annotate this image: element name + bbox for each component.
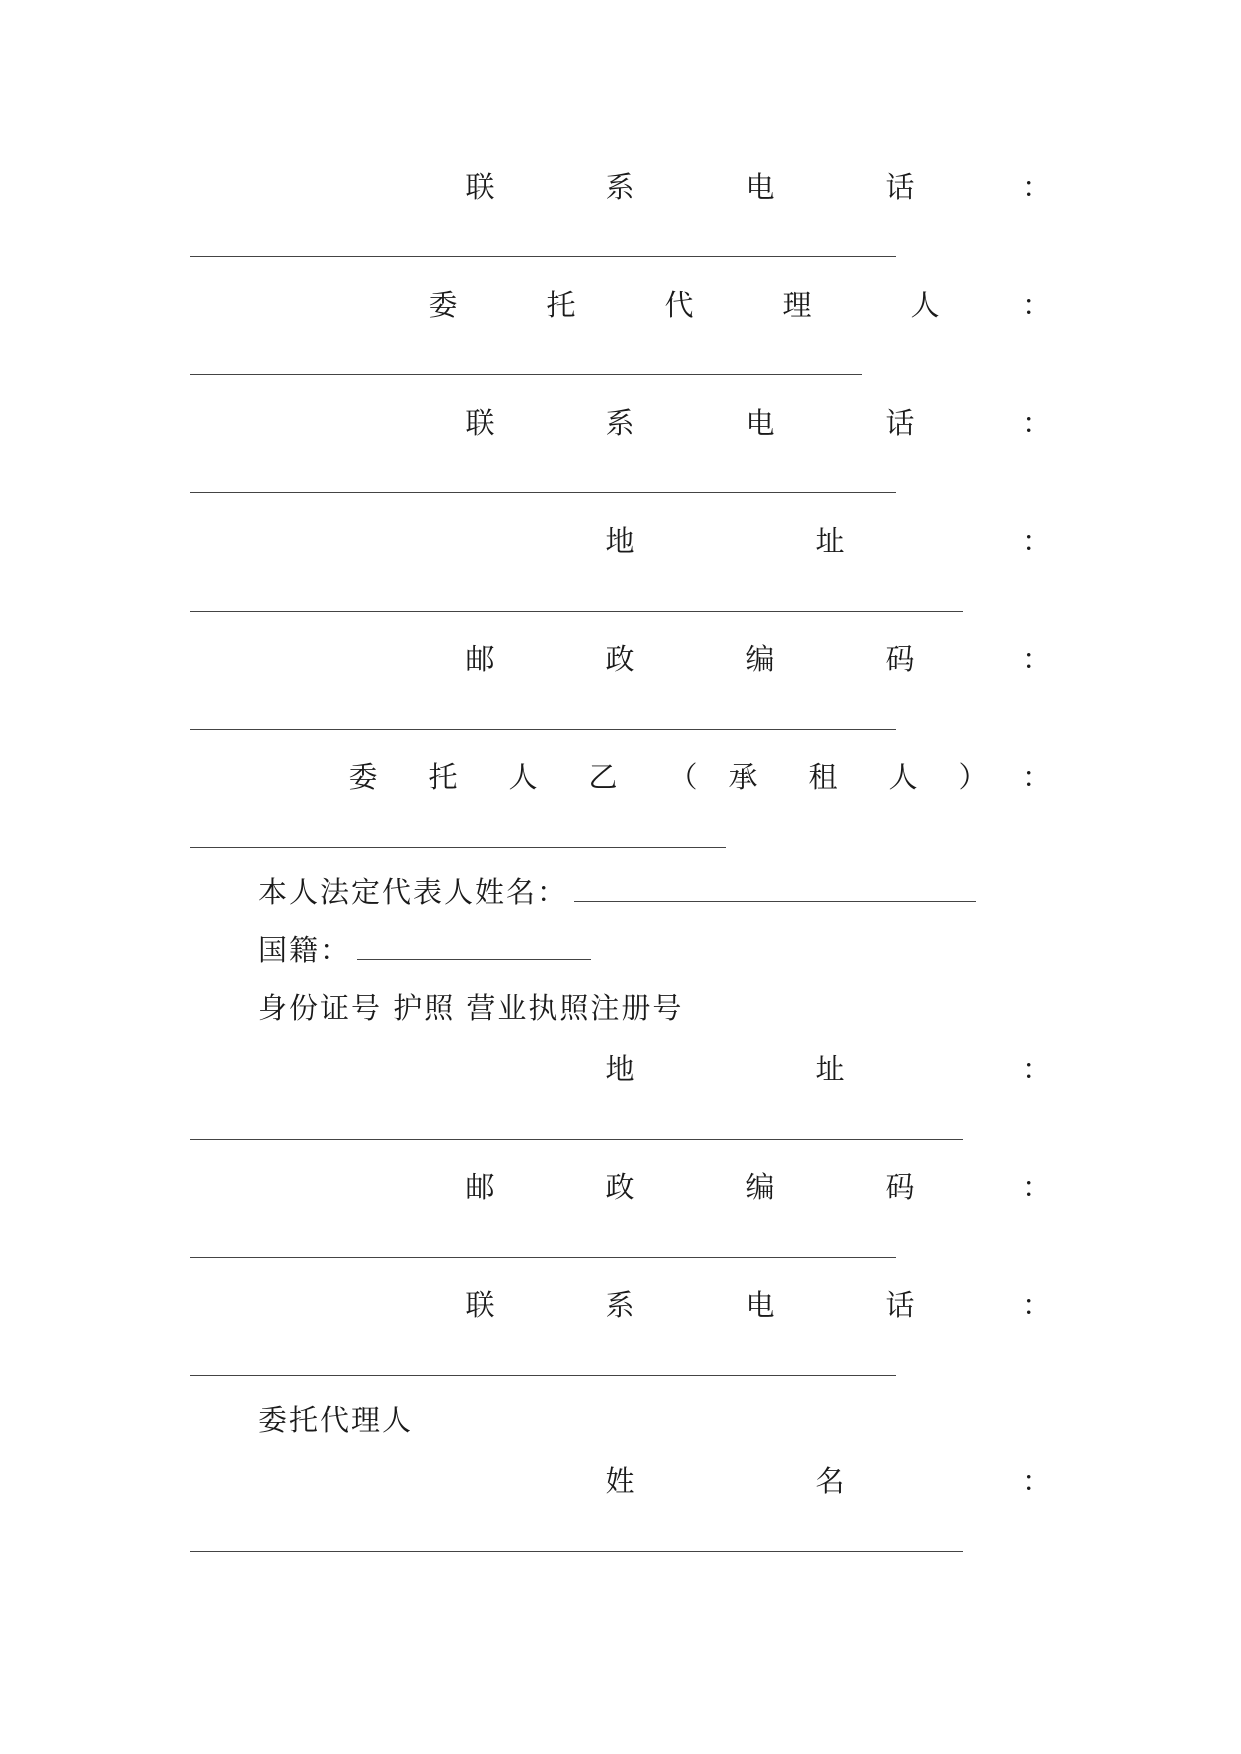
nationality-label: 国籍： <box>258 933 352 967</box>
label-char: 编 <box>745 1170 775 1204</box>
label-char: 联 <box>465 170 495 204</box>
label-char: 政 <box>605 1170 635 1204</box>
legal-rep-blank <box>574 873 976 902</box>
label-char: 人 <box>888 760 918 794</box>
label-char: 地 <box>605 524 635 558</box>
label-char: 联 <box>465 1288 495 1322</box>
label-char: 委 <box>348 760 378 794</box>
label-char: 码 <box>885 642 915 676</box>
field-phone-row <box>190 167 1052 207</box>
field-phone-row <box>190 403 1052 443</box>
field-postcode-row <box>190 1167 1052 1207</box>
label-char: （ <box>668 760 698 794</box>
label-char: 电 <box>745 406 775 440</box>
label-char: 联 <box>465 406 495 440</box>
label-char: 址 <box>815 524 845 558</box>
label-char: 租 <box>808 760 838 794</box>
colon: ： <box>1022 642 1052 676</box>
legal-rep-label: 本人法定代表人姓名： <box>258 875 569 909</box>
colon: ： <box>1022 406 1052 440</box>
label-char: 电 <box>745 1288 775 1322</box>
label-char: 托 <box>428 760 458 794</box>
field-name-row <box>190 1461 1052 1501</box>
blank-line-agent <box>190 374 862 375</box>
colon: ： <box>1022 288 1052 322</box>
blank-line-phone <box>190 256 896 257</box>
blank-line-postcode <box>190 729 896 730</box>
label-char: 系 <box>605 170 635 204</box>
label-char: ） <box>958 760 988 794</box>
label-char: 话 <box>885 1288 915 1322</box>
label-char: 姓 <box>605 1464 635 1498</box>
label-char: 邮 <box>465 642 495 676</box>
field-party-b-row <box>190 757 1052 797</box>
field-phone-row <box>190 1285 1052 1325</box>
field-address-row <box>190 521 1052 561</box>
label-char: 地 <box>605 1052 635 1086</box>
label-char: 码 <box>885 1170 915 1204</box>
colon: ： <box>1022 1288 1052 1322</box>
nationality-blank <box>357 931 591 960</box>
nationality-line <box>258 930 591 970</box>
label-char: 理 <box>782 288 812 322</box>
label-char: 邮 <box>465 1170 495 1204</box>
label-char: 系 <box>605 1288 635 1322</box>
id-document-line: 身份证号 护照 营业执照注册号 <box>258 991 684 1025</box>
label-char: 人 <box>508 760 538 794</box>
label-char: 址 <box>815 1052 845 1086</box>
label-char: 电 <box>745 170 775 204</box>
field-postcode-row <box>190 639 1052 679</box>
label-char: 话 <box>885 170 915 204</box>
label-char: 系 <box>605 406 635 440</box>
legal-rep-line <box>258 872 976 912</box>
colon: ： <box>1022 1464 1052 1498</box>
label-char: 政 <box>605 642 635 676</box>
label-char: 名 <box>815 1464 845 1498</box>
colon: ： <box>1022 760 1052 794</box>
label-char: 委 <box>428 288 458 322</box>
field-address-row <box>190 1049 1052 1089</box>
blank-line-name <box>190 1551 963 1552</box>
agent-heading: 委托代理人 <box>258 1403 414 1437</box>
label-char: 人 <box>910 288 940 322</box>
blank-line-phone <box>190 1375 896 1376</box>
colon: ： <box>1022 170 1052 204</box>
label-char: 承 <box>728 760 758 794</box>
blank-line-address <box>190 611 963 612</box>
colon: ： <box>1022 524 1052 558</box>
label-char: 话 <box>885 406 915 440</box>
label-char: 编 <box>745 642 775 676</box>
label-char: 托 <box>546 288 576 322</box>
blank-line-address <box>190 1139 963 1140</box>
blank-line-phone <box>190 492 896 493</box>
label-char: 代 <box>664 288 694 322</box>
field-agent-row <box>190 285 1052 325</box>
label-char: 乙 <box>588 760 618 794</box>
blank-line-postcode <box>190 1257 896 1258</box>
colon: ： <box>1022 1170 1052 1204</box>
blank-line-party-b <box>190 847 726 848</box>
colon: ： <box>1022 1052 1052 1086</box>
